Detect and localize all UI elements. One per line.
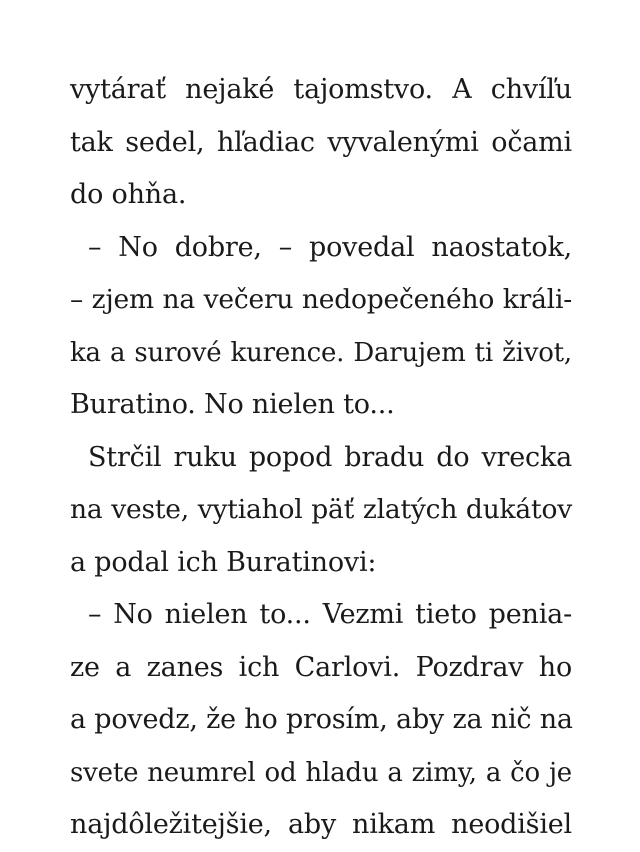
text-line: a podal ich Buratinovi: bbox=[70, 546, 377, 578]
text-line: tak sedel, hľadiac vyvalenými očami bbox=[70, 126, 572, 158]
text-line: – No dobre, – povedal naostatok, bbox=[88, 231, 572, 263]
text-line: ze a zanes ich Carlovi. Pozdrav ho bbox=[70, 651, 572, 683]
text-line: vytárať nejaké tajomstvo. A chvíľu bbox=[70, 74, 572, 105]
page-text bbox=[70, 64, 572, 852]
text-line: a povedz, že ho prosím, aby za nič na bbox=[70, 704, 573, 735]
text-line: Buratino. No nielen to... bbox=[70, 389, 395, 420]
text-line: – No nielen to... Vezmi tieto penia- bbox=[88, 599, 572, 630]
text-line: ka a surové kurence. Darujem ti život, bbox=[70, 337, 572, 368]
text-line: do ohňa. bbox=[70, 179, 187, 210]
text-line: Strčil ruku popod bradu do vrecka bbox=[88, 441, 572, 473]
text-line: najdôležitejšie, aby nikam neodišiel bbox=[70, 809, 572, 840]
text-line: na veste, vytiahol päť zlatých dukátov bbox=[70, 494, 572, 525]
text-line: – zjem na večeru nedopečeného králi- bbox=[70, 284, 572, 315]
text-line: svete neumrel od hladu a zimy, a čo je bbox=[70, 757, 572, 788]
